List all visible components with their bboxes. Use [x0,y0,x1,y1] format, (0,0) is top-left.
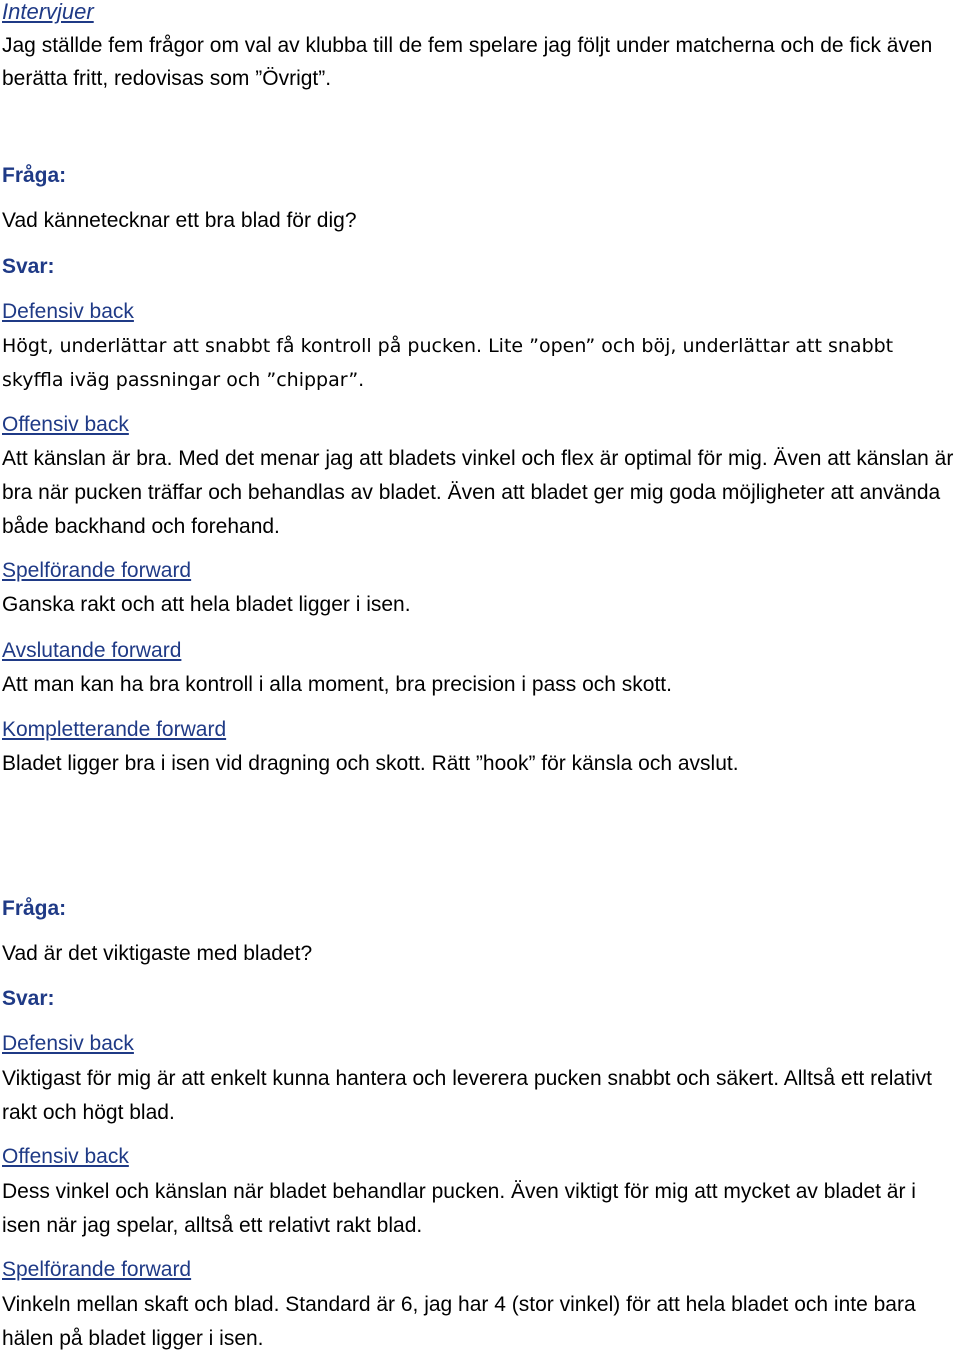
intro-paragraph: Jag ställde fem frågor om val av klubba till de fem spelare jag följt under matcherna och de fick även berätta fritt, redovisas som ”Övrigt”. [2,34,933,90]
respondent-role: Offensiv back [2,1145,129,1168]
respondent-role: Kompletterande forward [2,718,227,741]
respondent-role: Defensiv back [2,1032,134,1055]
answer-text: Att känslan är bra. Med det menar jag att bladets vinkel och flex är optimal för mig. Även att känslan är bra när pucken träffar och behandlas av bladet. Även att bladet ger mig goda möjligheter att använda både backhand och forehand. [2,447,954,538]
document-title: Intervjuer [2,0,94,24]
question-text: Vad kännetecknar ett bra blad för dig? [2,209,357,232]
answer-text: Viktigast för mig är att enkelt kunna hantera och leverera pucken snabbt och säkert. Alltså ett relativt rakt och högt blad. [2,1067,932,1124]
respondent-role: Avslutande forward [2,639,182,662]
question-label: Fråga: [2,164,67,187]
respondent-role: Spelförande forward [2,1258,192,1281]
answer-text: Att man kan ha bra kontroll i alla moment, bra precision i pass och skott. [2,673,672,696]
question-text: Vad är det viktigaste med bladet? [2,942,313,965]
respondent-role: Spelförande forward [2,559,192,582]
answer-text: Högt, underlättar att snabbt få kontroll på pucken. Lite ”open” och böj, underlättar att snabbt skyffla iväg passningar och ”chippar”. [2,335,894,391]
respondent-role: Offensiv back [2,413,129,436]
answer-text: Bladet ligger bra i isen vid dragning och skott. Rätt ”hook” för känsla och avslut. [2,752,739,775]
answer-text: Dess vinkel och känslan när bladet behandlar pucken. Även viktigt för mig att mycket av bladet är i isen när jag spelar, alltså ett relativt rakt blad. [2,1180,916,1237]
answer-text: Ganska rakt och att hela bladet ligger i isen. [2,593,411,616]
respondent-role: Defensiv back [2,300,134,323]
question-label: Fråga: [2,897,67,920]
answer-label: Svar: [2,987,55,1010]
answer-text: Vinkeln mellan skaft och blad. Standard är 6, jag har 4 (stor vinkel) för att hela bladet och inte bara hälen på bladet ligger i isen. [2,1293,916,1350]
answer-label: Svar: [2,255,55,278]
